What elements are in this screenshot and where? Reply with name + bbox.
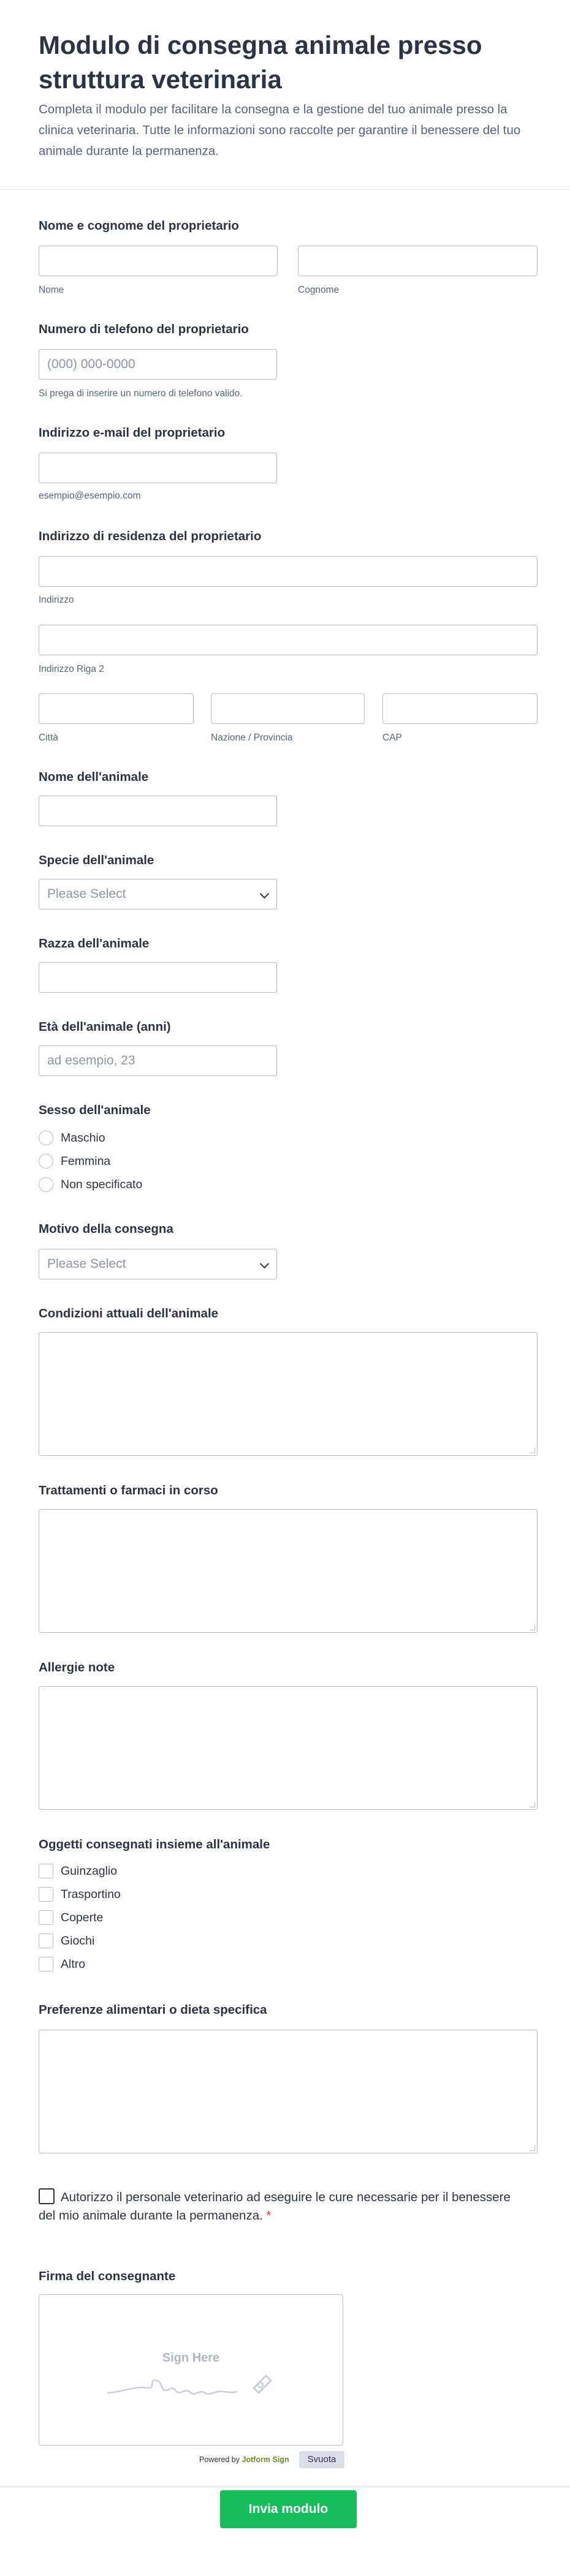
checkbox[interactable] — [39, 1864, 53, 1878]
state-input[interactable] — [211, 693, 365, 724]
item-option-label: Giochi — [61, 1934, 95, 1948]
allergies-label: Allergie note — [39, 1660, 115, 1674]
reason-select[interactable] — [39, 1249, 277, 1279]
radio-button[interactable] — [39, 1154, 53, 1169]
powered-by-text — [199, 2455, 289, 2464]
items-label: Oggetti consegnati insieme all'animale — [39, 1837, 270, 1851]
item-option-label: Altro — [61, 1957, 86, 1971]
owner-name-label: Nome e cognome del proprietario — [39, 219, 239, 233]
animal-name-input[interactable] — [39, 796, 277, 826]
item-option-toys[interactable] — [39, 1932, 94, 1950]
item-option-label: Trasportino — [61, 1887, 121, 1901]
conditions-textarea[interactable] — [39, 1332, 538, 1456]
reason-selected-value: Please Select — [47, 1257, 126, 1271]
signature-pad[interactable] — [39, 2294, 343, 2446]
sex-option-label: Non specificato — [61, 1177, 143, 1191]
phone-input[interactable]: (000) 000-0000 — [39, 349, 277, 380]
radio-button[interactable] — [39, 1131, 53, 1145]
address-line1-input[interactable] — [39, 556, 538, 587]
item-option-label: Coperte — [61, 1910, 104, 1924]
last-name-sublabel: Cognome — [298, 285, 340, 295]
diet-label: Preferenze alimentari o dieta specifica — [39, 2003, 267, 2017]
signature-placeholder: Sign Here — [162, 2351, 220, 2365]
state-sublabel: Nazione / Provincia — [211, 733, 293, 743]
checkbox[interactable] — [39, 1934, 53, 1948]
item-option-label: Guinzaglio — [61, 1864, 118, 1878]
address-line2-input[interactable] — [39, 625, 538, 655]
first-name-sublabel: Nome — [39, 285, 64, 295]
clear-signature-button[interactable]: Svuota — [299, 2451, 344, 2468]
checkbox[interactable] — [39, 1887, 53, 1902]
breed-label: Razza dell'animale — [39, 936, 150, 951]
species-label: Specie dell'animale — [39, 853, 154, 867]
sex-option-label: Femmina — [61, 1154, 111, 1168]
radio-button[interactable] — [39, 1177, 53, 1192]
submit-button[interactable]: Invia modulo — [220, 2490, 357, 2528]
item-option-other[interactable] — [39, 1955, 85, 1973]
allergies-textarea[interactable] — [39, 1686, 538, 1810]
required-asterisk: * — [266, 2209, 272, 2223]
animal-name-label: Nome dell'animale — [39, 770, 149, 784]
species-selected-value: Please Select — [47, 887, 126, 901]
chevron-down-icon — [260, 889, 270, 899]
breed-input[interactable] — [39, 962, 277, 993]
age-label: Età dell'animale (anni) — [39, 1020, 171, 1034]
city-sublabel: Città — [39, 733, 58, 743]
consent-field[interactable] — [39, 2188, 529, 2225]
treatments-textarea[interactable] — [39, 1509, 538, 1633]
item-option-carrier[interactable] — [39, 1885, 121, 1904]
sex-option-label: Maschio — [61, 1131, 105, 1145]
phone-sublabel: Si prega di inserire un numero di telefono valido. — [39, 388, 243, 399]
form-header — [0, 0, 570, 190]
diet-textarea[interactable] — [39, 2030, 538, 2153]
conditions-label: Condizioni attuali dell'animale — [39, 1306, 219, 1320]
address-line2-sublabel: Indirizzo Riga 2 — [39, 664, 104, 674]
sex-option-female[interactable] — [39, 1152, 110, 1170]
email-input[interactable] — [39, 453, 277, 483]
zip-sublabel: CAP — [382, 733, 402, 743]
age-input[interactable]: ad esempio, 23 — [39, 1045, 277, 1076]
consent-text: Autorizzo il personale veterinario ad eseguire le cure necessarie per il benessere del mio animale durante la permanenza. — [39, 2190, 511, 2223]
sex-option-unspecified[interactable] — [39, 1175, 142, 1194]
species-select[interactable] — [39, 879, 277, 910]
address-line1-sublabel: Indirizzo — [39, 595, 74, 605]
item-option-blankets[interactable] — [39, 1908, 103, 1927]
checkbox[interactable] — [39, 1910, 53, 1925]
form-description: Completa il modulo per facilitare la consegna e la gestione del tuo animale presso la clinica veterinaria. Tutte le informazioni sono raccolte per garantire il benessere del tuo animale durante la permanenza. — [39, 102, 521, 158]
sex-label: Sesso dell'animale — [39, 1103, 151, 1117]
chevron-down-icon — [260, 1259, 270, 1269]
sex-option-male[interactable] — [39, 1129, 105, 1147]
email-label: Indirizzo e-mail del proprietario — [39, 426, 226, 440]
form-title: Modulo di consegna animale presso struttura veterinaria — [39, 31, 482, 94]
consent-checkbox[interactable] — [39, 2188, 55, 2204]
item-option-leash[interactable] — [39, 1862, 117, 1880]
signature-label: Firma del consegnante — [39, 2269, 176, 2283]
email-sublabel: esempio@esempio.com — [39, 491, 141, 501]
zip-input[interactable] — [382, 693, 538, 724]
reason-label: Motivo della consegna — [39, 1222, 173, 1236]
first-name-input[interactable] — [39, 246, 278, 276]
address-label: Indirizzo di residenza del proprietario — [39, 529, 262, 543]
treatments-label: Trattamenti o farmaci in corso — [39, 1483, 218, 1497]
last-name-input[interactable] — [298, 246, 538, 276]
checkbox[interactable] — [39, 1957, 53, 1972]
signature-scribble-icon — [105, 2367, 283, 2399]
city-input[interactable] — [39, 693, 194, 724]
powered-prefix: Powered by — [199, 2455, 240, 2464]
phone-label: Numero di telefono del proprietario — [39, 322, 249, 336]
powered-brand: Jotform Sign — [241, 2455, 289, 2464]
